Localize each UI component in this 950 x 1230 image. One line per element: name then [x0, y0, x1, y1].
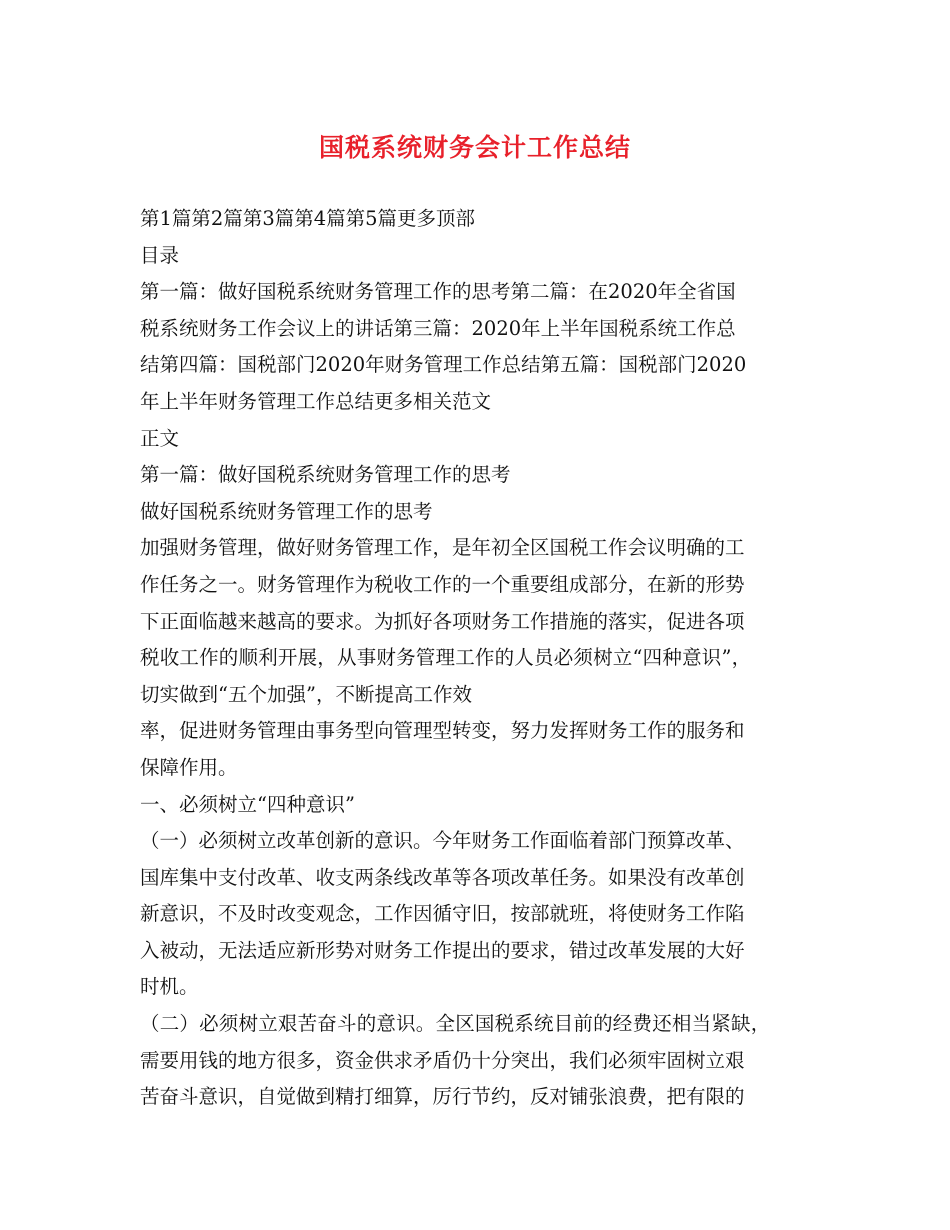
document-body — [140, 201, 820, 1116]
paragraph-line: 苦奋斗意识，自觉做到精打细算，厉行节约，反对铺张浪费，把有限的 — [140, 1085, 745, 1109]
main-text-heading: 正文 — [140, 426, 180, 450]
paragraph-line: 国库集中支付改革、收支两条线改革等各项改革任务。如果没有改革创 — [140, 865, 745, 889]
paragraph-line: 保障作用。 — [140, 755, 238, 779]
toc-entries-line: 结第四篇：国税部门2020年财务管理工作总结第五篇：国税部门2020 — [140, 353, 747, 377]
paragraph-line: （二）必须树立艰苦奋斗的意识。全区国税系统目前的经费还相当紧缺， — [140, 1012, 771, 1036]
paragraph-line: 加强财务管理，做好财务管理工作，是年初全区国税工作会议明确的工 — [140, 536, 745, 560]
paragraph-line: 入被动，无法适应新形势对财务工作提出的要求，错过改革发展的大好 — [140, 938, 745, 962]
paragraph-line: 税收工作的顺利开展，从事财务管理工作的人员必须树立“四种意识”， — [140, 646, 752, 670]
paragraph-line: 下正面临越来越高的要求。为抓好各项财务工作措施的落实，促进各项 — [140, 609, 745, 633]
paragraph-line: （一）必须树立改革创新的意识。今年财务工作面临着部门预算改革、 — [140, 829, 745, 853]
paragraph-line: 需要用钱的地方很多，资金供求矛盾仍十分突出，我们必须牢固树立艰 — [140, 1048, 745, 1072]
paragraph-line: 作任务之一。财务管理作为税收工作的一个重要组成部分，在新的形势 — [140, 572, 745, 596]
toc-entries-line: 第一篇：做好国税系统财务管理工作的思考第二篇：在2020年全省国 — [140, 280, 736, 304]
paragraph-line: 新意识，不及时改变观念，工作因循守旧，按部就班，将使财务工作陷 — [140, 902, 745, 926]
toc-entries-line: 税系统财务工作会议上的讲话第三篇：2020年上半年国税系统工作总 — [140, 316, 736, 340]
article-subtitle: 做好国税系统财务管理工作的思考 — [140, 499, 433, 523]
toc-entries-line: 年上半年财务管理工作总结更多相关范文 — [140, 389, 492, 413]
toc-heading: 目录 — [140, 243, 180, 267]
document-title: 国税系统财务会计工作总结 — [318, 133, 631, 162]
paragraph-line: 率，促进财务管理由事务型向管理型转变，努力发挥财务工作的服务和 — [140, 719, 745, 743]
toc-nav-line: 第1篇第2篇第3篇第4篇第5篇更多顶部 — [140, 207, 476, 230]
paragraph-line: 切实做到“五个加强”，不断提高工作效 — [140, 682, 472, 706]
chapter-heading: 第一篇：做好国税系统财务管理工作的思考 — [140, 463, 511, 487]
paragraph-line: 时机。 — [140, 975, 199, 999]
section-heading: 一、必须树立“四种意识” — [140, 792, 355, 816]
